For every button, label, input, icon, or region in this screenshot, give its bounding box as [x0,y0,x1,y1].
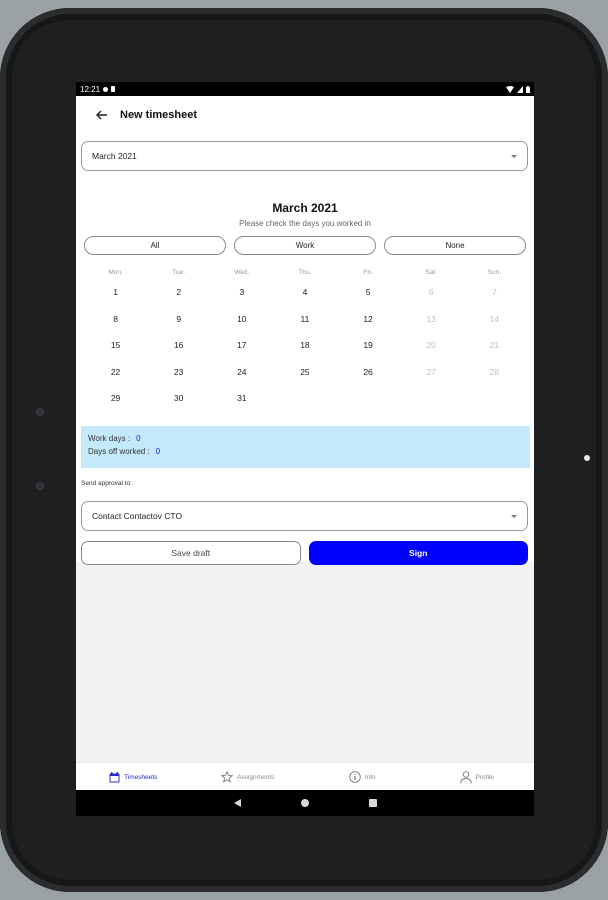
calendar-day-weekend: 21 [489,340,500,351]
star-icon [221,771,233,783]
calendar-day-empty [337,385,400,412]
filter-all-button[interactable]: All [84,236,226,255]
calendar-day-weekend: 13 [426,313,436,324]
calendar-day[interactable]: 31 [237,393,247,404]
nav-profile[interactable] [420,763,535,791]
calendar-icon [109,772,120,783]
arrow-left-icon [96,110,108,120]
system-recents-icon[interactable] [369,799,377,807]
filter-work-button[interactable]: Work [234,236,376,255]
calendar-day-weekend: 7 [491,287,497,298]
battery-icon [526,86,530,93]
sim-icon [111,86,115,92]
weekday-label: Sat. [425,268,437,276]
weekday-label: Thu. [298,268,312,276]
nav-info-label: Info [364,773,376,781]
calendar-day[interactable]: 3 [239,287,245,298]
nav-profile-label: Profile [475,773,494,781]
calendar-day-weekend: 6 [428,287,434,298]
calendar-day[interactable]: 23 [173,366,184,377]
system-navigation-bar [76,790,534,816]
calendar-day-weekend: 20 [426,340,436,351]
light-sensor [584,455,590,461]
calendar-day[interactable]: 1 [113,287,118,298]
nav-info[interactable] [305,763,420,791]
weekday-header [84,265,526,279]
calendar-day[interactable]: 10 [237,313,247,324]
calendar-week [84,306,526,333]
wifi-icon [506,86,514,93]
calendar-week [84,332,526,359]
work-days-line [88,434,141,443]
approval-label: Send approval to: [81,480,132,487]
filter-none-button[interactable]: None [384,236,526,255]
calendar-day[interactable]: 4 [302,287,308,298]
calendar-day[interactable]: 16 [173,340,184,351]
chevron-down-icon [511,155,517,158]
chevron-down-icon [511,515,517,518]
front-camera [36,408,44,416]
app-screen [76,82,534,816]
person-icon [460,771,472,784]
nav-assignments-label: Assignments [237,773,275,781]
sign-button[interactable]: Sign [309,541,529,565]
weekday-label: Tue. [172,268,186,276]
calendar-week [84,279,526,306]
calendar-day-empty [400,385,463,412]
calendar-day[interactable]: 22 [110,366,121,377]
weekday-label: Mon. [108,268,123,276]
calendar-day[interactable]: 2 [176,287,182,298]
calendar-day[interactable]: 15 [110,340,121,351]
timesheet-form [76,96,534,562]
calendar-title: March 2021 [272,201,338,215]
summary-panel [81,426,530,468]
calendar-day-weekend: 27 [426,366,436,377]
calendar-grid [84,265,526,412]
status-bar [76,82,534,96]
calendar-day[interactable]: 17 [237,340,247,351]
calendar-week [84,385,526,412]
bottom-navigation [76,762,534,791]
nav-timesheets-label: Timesheets [124,773,158,781]
weekday-label: Wed. [234,268,250,276]
month-select[interactable] [81,141,528,171]
approver-select-value: Contact Contactov CTO [92,511,183,521]
nav-timesheets[interactable] [76,763,191,791]
calendar-subtitle: Please check the days you worked in [239,219,371,228]
calendar-day[interactable]: 24 [237,366,247,377]
calendar-day[interactable]: 9 [176,313,182,324]
page-title: New timesheet [120,109,198,121]
calendar-day[interactable]: 29 [110,393,121,404]
calendar-day-weekend: 14 [489,313,500,324]
back-button[interactable] [92,105,112,125]
calendar-day-empty [463,385,526,412]
front-sensor [36,482,44,490]
days-off-value: 0 [155,447,161,456]
calendar-day[interactable]: 18 [300,340,310,351]
calendar-day[interactable]: 30 [173,393,184,404]
calendar-day[interactable]: 12 [363,313,373,324]
action-buttons [81,541,528,565]
system-back-icon[interactable] [234,799,241,807]
calendar-day[interactable]: 26 [363,366,373,377]
work-days-label: Work days : [88,434,131,443]
calendar-day-empty [273,385,336,412]
calendar-day[interactable]: 5 [365,287,371,298]
calendar-day[interactable]: 25 [300,366,310,377]
status-time: 12:21 [80,84,101,94]
nav-assignments[interactable] [191,763,306,791]
day-filter-group [84,236,526,255]
approver-select[interactable] [81,501,528,531]
weekday-label: Fri. [363,268,373,276]
system-home-icon[interactable] [301,799,309,807]
notification-icon [103,87,108,92]
signal-icon [517,86,523,93]
calendar-day-weekend: 28 [489,366,500,377]
month-select-value: March 2021 [92,151,137,161]
days-off-line [88,447,160,456]
calendar-day[interactable]: 11 [300,313,310,324]
calendar-day[interactable]: 8 [113,313,118,324]
calendar-day[interactable]: 19 [363,340,373,351]
days-off-label: Days off worked : [88,447,150,456]
calendar-week [84,359,526,386]
work-days-value: 0 [136,434,141,443]
app-bar [76,96,534,134]
weekday-label: Sun. [487,268,501,276]
info-icon [349,771,361,783]
save-draft-button[interactable]: Save draft [81,541,301,565]
